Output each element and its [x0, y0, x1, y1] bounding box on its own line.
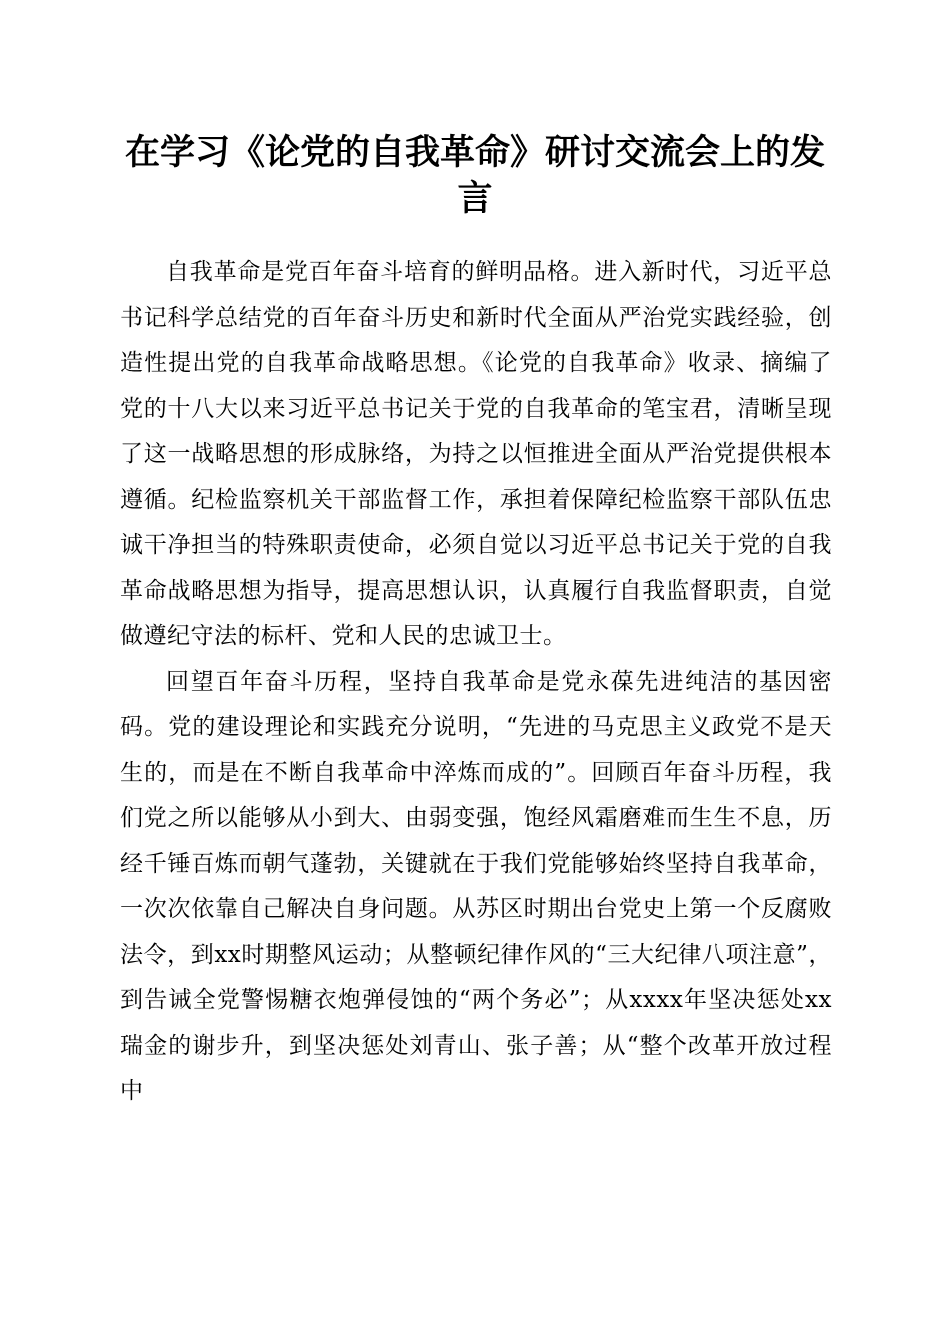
document-title: 在学习《论党的自我革命》研讨交流会上的发言 — [124, 132, 825, 219]
paragraph-2: 回望百年奋斗历程，坚持自我革命是党永葆先进纯洁的基因密码。党的建设理论和实践充分说明，“先进的马克思主义政党不是天生的，而是在不断自我革命中淬炼而成的”。回顾百年奋斗历程，我们党之所以能够从小到大、由弱变强，饱经风霜磨难而生生不息，历经千锤百炼而朝气蓬勃，关键就在于我们党能够始终坚持自我革命，一次次依靠自己解决自身问题。从苏区时期出台党史上第一个反腐败法令，到xx时期整风运动；从整顿纪律作风的“三大纪律八项注意”，到告诫全党警惕糖衣炮弹侵蚀的“两个务必”；从xxxx年坚决惩处xx瑞金的谢步升，到坚决惩处刘青山、张子善；从“整个改革开放过程中 — [120, 668, 833, 1104]
document-body — [120, 250, 832, 1115]
paragraph-1: 自我革命是党百年奋斗培育的鲜明品格。进入新时代，习近平总书记科学总结党的百年奋斗历史和新时代全面从严治党实践经验，创造性提出党的自我革命战略思想。《论党的自我革命》收录、摘编了党的十八大以来习近平总书记关于党的自我革命的笔宝君，清晰呈现了这一战略思想的形成脉络，为持之以恒推进全面从严治党提供根本遵循。纪检监察机关干部监督工作，承担着保障纪检监察干部队伍忠诚干净担当的特殊职责使命，必须自觉以习近平总书记关于党的自我革命战略思想为指导，提高思想认识，认真履行自我监督职责，自觉做遵纪守法的标杆、党和人民的忠诚卫士。 — [120, 259, 832, 649]
